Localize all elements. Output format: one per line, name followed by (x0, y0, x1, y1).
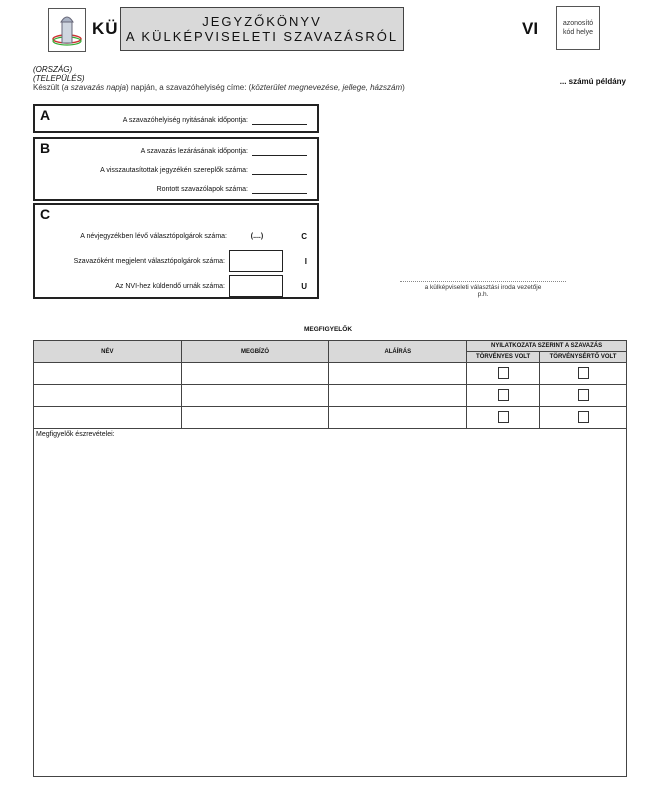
lawful-checkbox[interactable] (498, 389, 509, 401)
input-box[interactable] (229, 250, 283, 272)
section-c (33, 203, 319, 299)
name-cell[interactable] (34, 385, 182, 407)
country-label: (ORSZÁG) (33, 65, 73, 74)
field-code: U (301, 281, 307, 291)
field-label: A névjegyzékben lévő választópolgárok száma: (80, 233, 227, 240)
field-code: C (301, 232, 307, 241)
signature-line[interactable] (400, 281, 566, 282)
remarks-area[interactable] (34, 429, 627, 777)
signature-role: a külképviseleti választási iroda vezetője (424, 284, 542, 291)
table-row (34, 363, 627, 385)
column-header-name: NÉV (34, 341, 182, 363)
title-line-1: JEGYZŐKÖNYV (202, 14, 322, 29)
input-line[interactable] (252, 116, 307, 125)
principal-cell[interactable] (181, 407, 329, 429)
field-label: A szavazóhelyiség nyitásának időpontja: (122, 117, 248, 124)
id-box-line-2: kód helye (563, 29, 593, 36)
unlawful-checkbox[interactable] (578, 389, 589, 401)
name-cell[interactable] (34, 407, 182, 429)
id-box-line-1: azonosító (562, 20, 594, 27)
column-header-signature: ALÁÍRÁS (329, 341, 467, 363)
field-label: Az NVI-hez küldendő urnák száma: (115, 282, 225, 290)
field-label: A visszautasítottak jegyzékén szereplők száma: (100, 167, 248, 174)
observers-title: MEGFIGYELŐK (303, 326, 353, 333)
signature-cell[interactable] (329, 385, 467, 407)
section-letter: A (40, 107, 51, 123)
column-header-lawful: TÖRVÉNYES VOLT (467, 352, 540, 363)
signature-cell[interactable] (329, 407, 467, 429)
document-title (120, 7, 404, 51)
form-code-right: VI (522, 19, 539, 38)
title-line-2: A KÜLKÉPVISELETI SZAVAZÁSRÓL (125, 29, 399, 44)
made-prefix: Készült ( (33, 83, 65, 92)
field-voters-appeared (74, 250, 307, 272)
field-registered-voters (80, 232, 307, 241)
section-b (33, 137, 319, 201)
column-header-declaration: NYILATKOZATA SZERINT A SZAVAZÁS (467, 341, 627, 352)
section-a (33, 104, 319, 133)
input-line[interactable] (252, 147, 307, 156)
table-row (34, 385, 627, 407)
lawful-checkbox[interactable] (498, 367, 509, 379)
made-date: a szavazás napja (64, 83, 126, 92)
field-opening-time (123, 116, 307, 125)
remarks-label: Megfigyelők észrevételei: (36, 431, 115, 438)
unlawful-checkbox[interactable] (578, 411, 589, 423)
field-spoiled-ballots (157, 185, 307, 194)
input-line[interactable] (252, 166, 307, 175)
section-letter: B (40, 140, 51, 156)
id-code-box (556, 6, 600, 50)
made-address: közterület megnevezése, jellege, házszám (251, 83, 403, 92)
made-suffix: ) (402, 83, 405, 92)
name-cell[interactable] (34, 363, 182, 385)
field-rejected-count (100, 166, 307, 175)
column-header-principal: MEGBÍZÓ (181, 341, 329, 363)
signature-cell[interactable] (329, 363, 467, 385)
field-code: I (304, 256, 307, 266)
input-line[interactable] (252, 185, 307, 194)
field-label: Rontott szavazólapok száma: (156, 186, 248, 193)
field-label: Szavazóként megjelent választópolgárok száma: (73, 257, 225, 265)
principal-cell[interactable] (181, 363, 329, 385)
form-code-left: KÜ (92, 19, 119, 38)
made-line (33, 83, 405, 92)
observers-table (33, 340, 627, 777)
unlawful-checkbox[interactable] (578, 367, 589, 379)
field-label: A szavazás lezárásának időpontja: (140, 148, 248, 155)
column-header-unlawful: TÖRVÉNYSÉRTŐ VOLT (540, 352, 627, 363)
lawful-checkbox[interactable] (498, 411, 509, 423)
input-box[interactable] (229, 275, 283, 297)
copy-number: ... számú példány (559, 77, 626, 86)
field-closing-time (141, 147, 307, 156)
signature-block (400, 284, 566, 298)
field-value: (....) (250, 233, 264, 240)
made-mid: ) napján, a szavazóhelyiség címe: ( (125, 83, 252, 92)
table-row (34, 407, 627, 429)
principal-cell[interactable] (181, 385, 329, 407)
field-urns-count (115, 275, 307, 297)
settlement-label: (TELEPÜLÉS) (33, 74, 85, 83)
stamp-label: p.h. (477, 291, 489, 298)
coat-of-arms-icon (48, 8, 86, 52)
section-letter: C (40, 206, 51, 222)
